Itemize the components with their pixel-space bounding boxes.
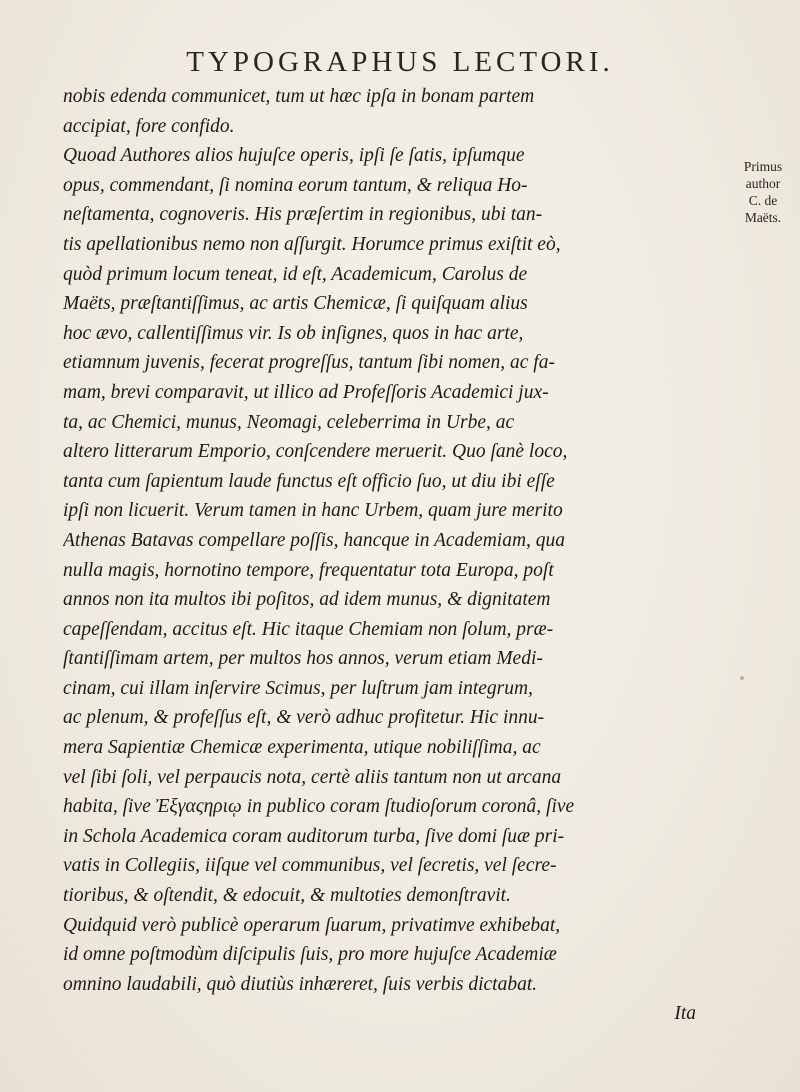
text-line: capeſſendam, accitus eſt. Hic itaque Chemiam non ſolum, præ- [63, 618, 554, 640]
text-line: Athenas Batavas compellare poſſis, hancque in Academiam, qua [63, 529, 566, 551]
text-line: in Schola Academica coram auditorum turba, ſive domi ſuæ pri- [63, 825, 565, 847]
text-line: ipſi non licuerit. Verum tamen in hanc Urbem, quam jure merito [63, 500, 563, 522]
text-line: hoc ævo, callentiſſimus vir. Is ob inſignes, quos in hac arte, [63, 322, 524, 344]
text-line: tis apellationibus nemo non aſſurgit. Horumce primus exiſtit eò, [63, 233, 561, 255]
text-line: accipiat, fore confido. [63, 115, 235, 137]
text-line: altero litterarum Emporio, conſcendere meruerit. Quo ſanè loco, [63, 441, 568, 463]
text-line: cinam, cui illam inſervire Scimus, per luſtrum jam integrum, [63, 677, 533, 699]
paper-speck [740, 676, 744, 680]
margin-note [732, 158, 794, 226]
page-header: TYPOGRAPHUS LECTORI. [186, 46, 614, 78]
text-line: omnino laudabili, quò diutiùs inhæreret, ſuis verbis dictabat. [63, 973, 538, 995]
text-line: tanta cum ſapientum laude functus eſt officio ſuo, ut diu ibi eſſe [63, 470, 555, 492]
text-line: mera Sapientiæ Chemicæ experimenta, utique nobiliſſima, ac [63, 737, 541, 759]
margin-note-line: Primus [743, 159, 783, 174]
text-line: vel ſibi ſoli, vel perpaucis nota, certè aliis tantum non ut arcana [63, 766, 562, 788]
margin-note-line: Maëts. [744, 210, 782, 225]
text-line: opus, commendant, ſi nomina eorum tantum, & reliqua Ho- [63, 174, 528, 196]
text-line: id omne poſtmodùm diſcipulis ſuis, pro more hujuſce Academiæ [63, 944, 557, 966]
text-line: mam, brevi comparavit, ut illico ad Profeſſoris Academici jux- [63, 381, 549, 403]
text-line: etiamnum juvenis, fecerat progreſſus, tantum ſibi nomen, ac fa- [63, 352, 555, 374]
text-line: ſtantiſſimam artem, per multos hos annos, verum etiam Medi- [63, 648, 543, 670]
text-line: Maëts, præſtantiſſimus, ac artis Chemicæ, ſi quiſquam alius [63, 293, 528, 315]
text-line: quòd primum locum teneat, id eſt, Academicum, Carolus de [63, 263, 528, 285]
text-line: annos non ita multos ibi poſitos, ad idem munus, & dignitatem [63, 589, 551, 611]
text-line: neſtamenta, cognoveris. His præſertim in regionibus, ubi tan- [63, 204, 543, 226]
text-line: nobis edenda communicet, tum ut hæc ipſa in bonam partem [63, 86, 535, 107]
text-line: nulla magis, hornotino tempore, frequentatur tota Europa, poſt [63, 559, 554, 581]
body-text [63, 82, 718, 1029]
text-line: tioribus, & oſtendit, & edocuit, & multoties demonſtravit. [63, 885, 511, 907]
margin-note-line: C. de [748, 193, 778, 208]
text-line: ta, ac Chemici, munus, Neomagi, celeberrima in Urbe, ac [63, 411, 515, 433]
text-line: vatis in Collegiis, iiſque vel communibus, vel ſecretis, vel ſecre- [63, 855, 557, 877]
margin-note-line: author [745, 176, 781, 191]
text-line: Quoad Authores alios hujuſce operis, ipſi ſe ſatis, ipſumque [63, 145, 525, 167]
text-line: Quidquid verò publicè operarum ſuarum, privatimve exhibebat, [63, 914, 561, 936]
text-line: habita, ſive Ἐξγαςηριῳ in publico coram ſtudioſorum coronâ, ſive [63, 796, 575, 818]
catchword: Ita [674, 1003, 696, 1025]
text-line: ac plenum, & profeſſus eſt, & verò adhuc profitetur. Hic innu- [63, 707, 545, 729]
